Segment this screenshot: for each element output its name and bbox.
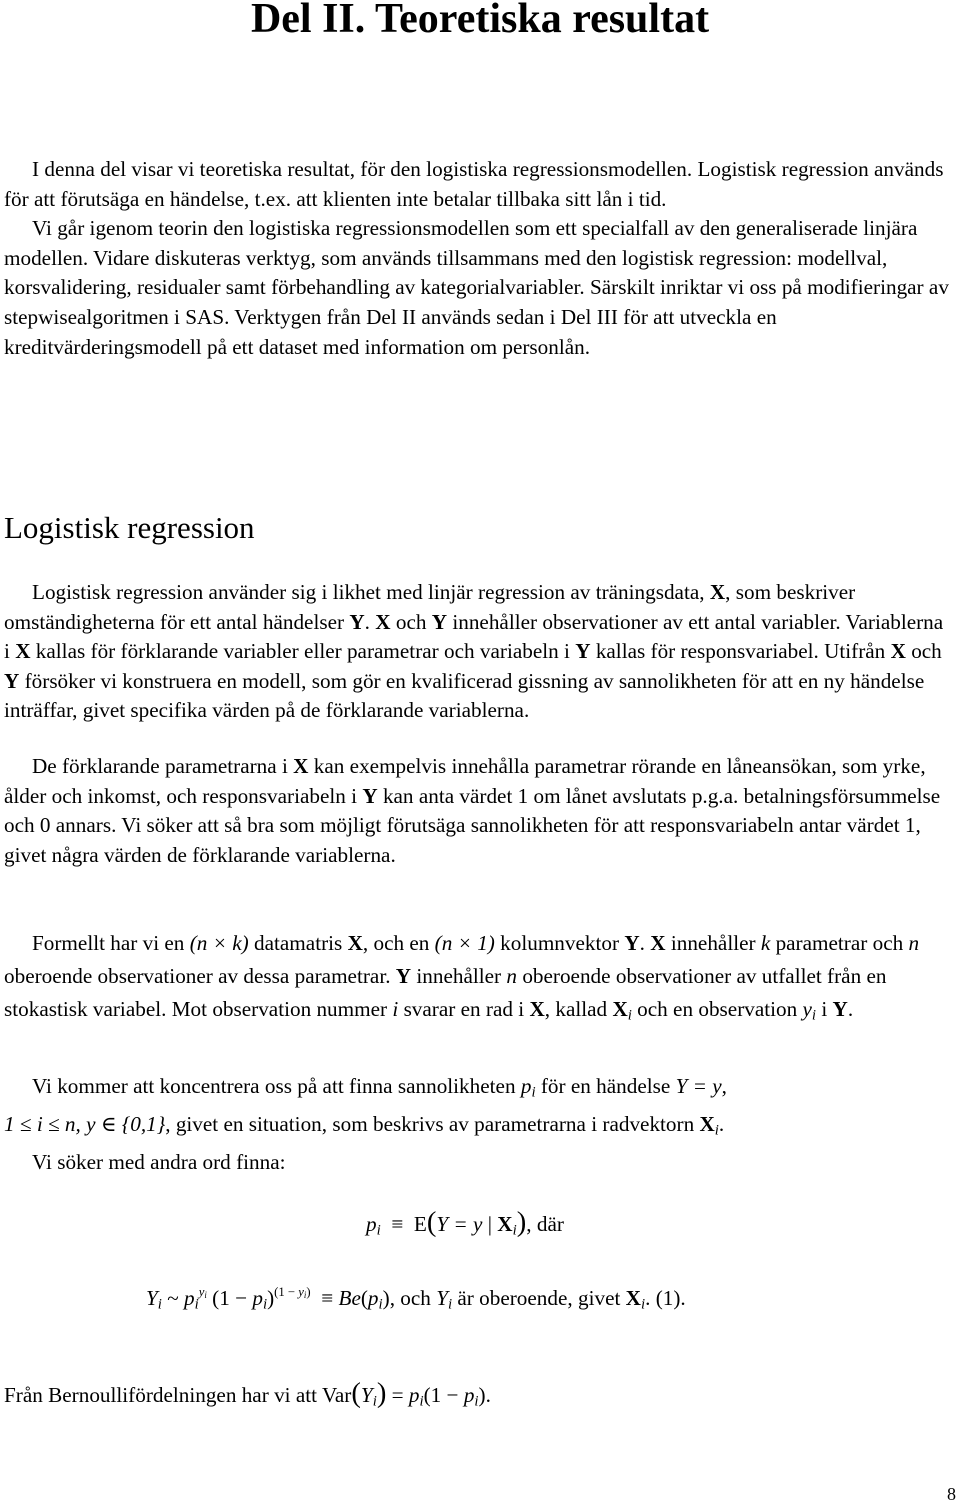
paragraph-explanatory-parameters: De förklarande parametrarna i X kan exempelvis innehålla parametrar rörande en låneansökan, som yrke, ålder och inkomst, och responsvariabeln i Y kan anta värdet 1 om lånet avslutats p.g.a. betalningsförsummelse och 0 annars. Vi söker att så bra som möjligt förutsäga sannolikheten för att responsvariabeln antar värdet 1, givet några värden de förklarande variablerna.	[4, 754, 941, 867]
intro-paragraph-1: I denna del visar vi teoretiska resultat, för den logistiska regressionsmodellen. Logistisk regression används för att förutsäga en händelse, t.ex. att klienten inte betalar tillbaka sitt lån i tid.	[4, 157, 944, 211]
formula-bernoulli: $Y_i$ ~ $p_i^{y_i}$ $(1 - p_i)^{(1 - y_i)} \equiv Be(p_i)$, och $Y_i$ är oberoende, givet $X_i$. (1).	[146, 1285, 686, 1313]
page-title: Del II. Teoretiska resultat	[250, 0, 710, 42]
intro-section	[4, 155, 950, 362]
variance-statement: Från Bernoullifördelningen har vi att $Var(Y_i) = p_i(1 - p_i)$.	[4, 1377, 491, 1410]
intro-paragraph-2: Vi går igenom teorin den logistiska regressionsmodellen som ett specialfall av den generaliserade linjära modellen. Vidare diskuteras verktyg, som används tillsammans med den logistisk regression: modellval, korsvalidering, residualer samt förbehandling av kategorialvariabler. Särskilt inriktar vi oss på modifieringar av stepwisealgoritmen i SAS. Verktygen från Del II används sedan i Del III för att utveckla en kreditvärderingsmodell på ett dataset med information om personlån.	[4, 216, 949, 359]
paragraph-training-data: Logistisk regression använder sig i likhet med linjär regression av träningsdata, X, som beskriver omständigheterna för ett antal händelser Y. X och Y innehåller observationer av ett antal variabler. Variablerna i X kallas för förklarande variabler eller parametrar och variabeln i Y kallas för responsvariabel. Utifrån X och Y försöker vi konstruera en modell, som gör en kvalificerad gissning av sannolikheten för att en ny händelse inträffar, givet specifika värden på de förklarande variablerna.	[4, 580, 944, 723]
paragraph-formal-definition: Formellt har vi en (n × k) datamatris X, och en (n × 1) kolumnvektor Y. X innehåller k parametrar och n oberoende observationer av dessa parametrar. Y innehåller n oberoende observationer av utfallet från en stokastisk variabel. Mot observation nummer i svarar en rad i X, kallad $X_i$ och en observation $y_i$ i Y.	[4, 931, 920, 1024]
page-number: 8	[947, 1484, 956, 1504]
section-heading: Logistisk regression	[4, 510, 255, 545]
formula-expectation: $p_i \equiv E(Y = y$ | $X_i$), där	[366, 1206, 564, 1239]
paragraph-probability-goal: Vi kommer att koncentrera oss på att finna sannolikheten $p_i$ för en händelse Y = y, 1 ≤ i ≤ n, y ∈ {0,1}, givet en situation, som beskrivs av parametrarna i radvektorn $X_i$. Vi söker med andra ord finna:	[4, 1074, 727, 1174]
